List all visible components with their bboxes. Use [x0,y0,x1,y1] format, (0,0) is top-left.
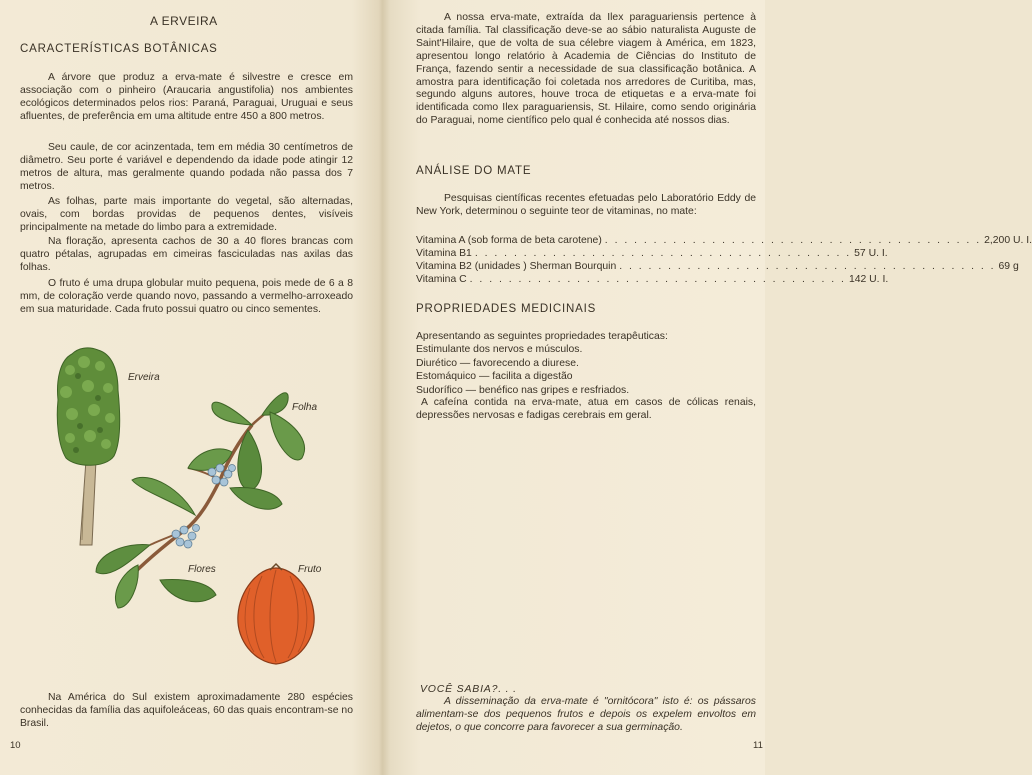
propriedade-line: Sudorífico — benéfico nas gripes e resfriados. [416,384,630,396]
propriedade-line: Estomáquico — facilita a digestão [416,371,573,383]
page-title: A ERVEIRA [150,14,218,28]
propriedade-line: Apresentando as seguintes propriedades terapêuticas: [416,331,668,342]
vitamin-value: 69 g [998,261,1019,272]
erva-mate-illustration [0,340,383,680]
vitamin-name: Vitamina C [416,274,467,285]
vitamin-value: 2,200 U. I. [984,235,1032,246]
vitamin-name: Vitamina B2 (unidades ) Sherman Bourquin [416,261,617,272]
erveira-tree-drawing [57,348,120,545]
paragraph-aquifoleaceas: Na América do Sul existem aproximadamente 280 espécies conhecidas da família das aquifoleáceas, 60 das quais encontram-se no Brasil. [20,692,353,729]
vitamin-row [416,234,1032,247]
label-folha: Folha [292,402,318,413]
vitamin-name: Vitamina B1 [416,248,472,259]
section-heading-propriedades: PROPRIEDADES MEDICINAIS [416,303,597,315]
section-heading-analise: ANÁLISE DO MATE [416,165,532,177]
paragraph-folhas: As folhas, parte mais importante do vegetal, são alternadas, ovais, com bordas providas de pequenos dentes, visíveis principalmente na metade do limbo para a extremidade. [20,196,353,233]
leader-dots: . . . . . . . . . . . . . . . . . . . . . . . . . . . . . . . . . . . . . . . [604,235,982,246]
paragraph-cafeina: A cafeína contida na erva-mate, atua em casos de cólicas renais, depressões nervosas e fadigas cerebrais em geral. [416,397,756,421]
fruto-drawing [238,564,314,664]
paragraph-voce-sabia: A disseminação da erva-mate é "ornitócora" isto é: os pássaros alimentam-se dos pequenos frutos e depois os expelem envoltos em dejetos, o que concorre para favorecer a sua germinação. [416,696,756,733]
leader-dots: . . . . . . . . . . . . . . . . . . . . . . . . . . . . . . . . . . . . . . . [474,248,852,259]
vitamin-name: Vitamina A (sob forma de beta carotene) [416,235,602,246]
propriedade-line: Estimulante dos nervos e músculos. [416,344,583,356]
vitamin-row [416,273,889,286]
label-fruto: Fruto [298,564,322,575]
label-flores: Flores [188,564,216,575]
leader-dots: . . . . . . . . . . . . . . . . . . . . . . . . . . . . . . . . . . . . . . . [619,261,996,272]
left-page [0,0,383,775]
vitamin-table [416,234,1032,286]
right-page [383,0,1032,775]
page-number-left: 10 [10,740,21,751]
vitamin-value: 142 U. I. [848,274,889,285]
propriedades-list [416,330,756,397]
paragraph-classificacao: A nossa erva-mate, extraída da Ilex paraguariensis pertence à citada família. Tal classificação deve-se ao sábio naturalista Auguste de Saint'Hilaire, que de volta de sua célebre viagem à América, em 1823, apresentou longo relatório à Academia de Ciências do Instituto de França, fazendo sentir a necessidade de sua classificação botânica. A amostra para identificação foi coletada nos arredores de Curitiba, mas, segundo alguns autores, houve troca de etiquetas e a erva-mate foi identificada como Ilex paraguariensis, St. Hilaire, como sendo originária do Paraguai, nome científico pelo qual é conhecida até nossos dias. [416,12,756,127]
vitamin-value: 57 U. I. [854,248,888,259]
vitamin-row [416,247,888,260]
propriedade-line: Diurético — favorecendo a diurese. [416,357,579,369]
paragraph-fruto: O fruto é uma drupa globular muito pequena, pois mede de 6 a 8 mm, de coloração verde quando novo, passando a vermelho-arroxeado em sua maturidade. Cada fruto possui quatro ou cinco sementes. [20,278,353,315]
vitamin-row [416,260,1019,273]
section-heading-voce-sabia: VOCÊ SABIA?. . . [420,683,517,695]
paragraph-arvore: A árvore que produz a erva-mate é silvestre e cresce em associação com o pinheiro (Araucaria angustifolia) nos ambientes ecológicos determinados pelos rios: Paraná, Paraguai, Uruguai e seus afluentes, de preferência em uma altitude entre 450 a 800 metros. [20,72,353,122]
section-heading-caracteristicas: CARACTERÍSTICAS BOTÂNICAS [20,43,218,55]
label-erveira: Erveira [128,372,160,383]
page-number-right: 11 [753,740,763,751]
paragraph-floracao: Na floração, apresenta cachos de 30 a 40 flores brancas com quatro pétalas, agrupadas em cimeiras fasciculadas nas axilas das folhas. [20,236,353,273]
paragraph-caule: Seu caule, de cor acinzentada, tem em média 30 centímetros de diâmetro. Seu porte é variável e dependendo da idade pode atingir 12 metros de altura, mas geralmente quando podada não passa dos 7 metros. [20,142,353,192]
leader-dots: . . . . . . . . . . . . . . . . . . . . . . . . . . . . . . . . . . . . . . . [469,274,846,285]
paragraph-analise: Pesquisas científicas recentes efetuadas pelo Laboratório Eddy de New York, determinou o seguinte teor de vitaminas, no mate: [416,193,756,217]
